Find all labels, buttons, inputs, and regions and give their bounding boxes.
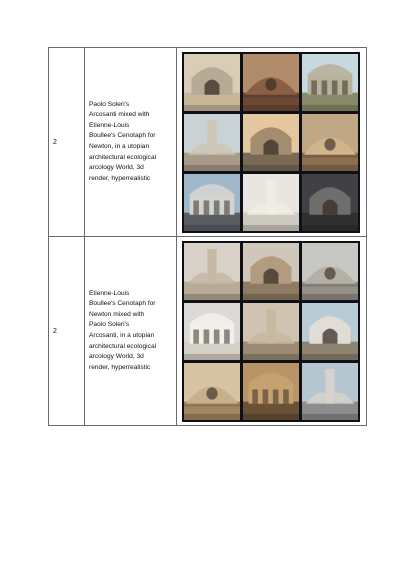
dark-dome-interior-render xyxy=(302,174,358,231)
prompt-line: Arcosanti mixed with xyxy=(89,111,150,119)
dark-dome-render xyxy=(243,54,299,111)
bright-plaza-render xyxy=(243,174,299,231)
prompt-line: Arcosanti, in a utopian xyxy=(89,332,155,339)
sunset-arch-render xyxy=(243,114,299,171)
hill-villa-render xyxy=(302,303,358,360)
white-arcade-render xyxy=(184,303,240,360)
table-row xyxy=(49,237,367,426)
curved-tower-render xyxy=(302,363,358,420)
round-portal-render xyxy=(243,363,299,420)
dome-arch-render xyxy=(184,54,240,111)
prompt-line: render, hyperrealistic xyxy=(89,174,151,182)
dome-shell-render xyxy=(302,243,358,300)
prompt-line: arcology World, 3d xyxy=(89,164,144,172)
tower-render xyxy=(184,174,240,231)
prompt-line: architectural ecological xyxy=(89,342,157,350)
prompt-line: Boullee's Cenotaph for xyxy=(89,300,156,308)
prompt-line: Etienne-Louis xyxy=(89,289,130,297)
image-grid xyxy=(184,54,358,231)
prompt-line: Paolo Soleri's xyxy=(89,100,130,108)
image-cell xyxy=(177,48,367,237)
stepped-arch-render xyxy=(184,243,240,300)
prompt-line: arcology World, 3d xyxy=(89,353,144,361)
prompt-line: Newton mixed with xyxy=(89,310,145,318)
prompt-line: Newton, in a utopian xyxy=(89,143,150,150)
image-cell xyxy=(177,237,367,426)
prompt-line: Etienne-Louis xyxy=(89,121,130,129)
prompt-line: render, hyperrealistic xyxy=(89,363,151,371)
circular-facade-render xyxy=(302,54,358,111)
image-grid xyxy=(184,243,358,420)
prompt-line: Paolo Soleri's xyxy=(89,321,130,329)
prompt-text xyxy=(85,48,177,237)
golden-hall-render xyxy=(302,114,358,171)
row-number: 2 xyxy=(49,237,85,426)
dome-village-render xyxy=(243,243,299,300)
courtyard-render xyxy=(184,363,240,420)
image-grid-frame xyxy=(182,241,360,422)
image-grid-frame xyxy=(182,52,360,233)
prompt-table xyxy=(48,47,367,426)
prompt-line: architectural ecological xyxy=(89,153,157,161)
prompt-line: Boullee's Cenotaph for xyxy=(89,132,156,140)
table-row xyxy=(49,48,367,237)
prompt-text xyxy=(85,237,177,426)
row-number: 2 xyxy=(49,48,85,237)
arched-atrium-render xyxy=(243,303,299,360)
curved-arch-render xyxy=(184,114,240,171)
